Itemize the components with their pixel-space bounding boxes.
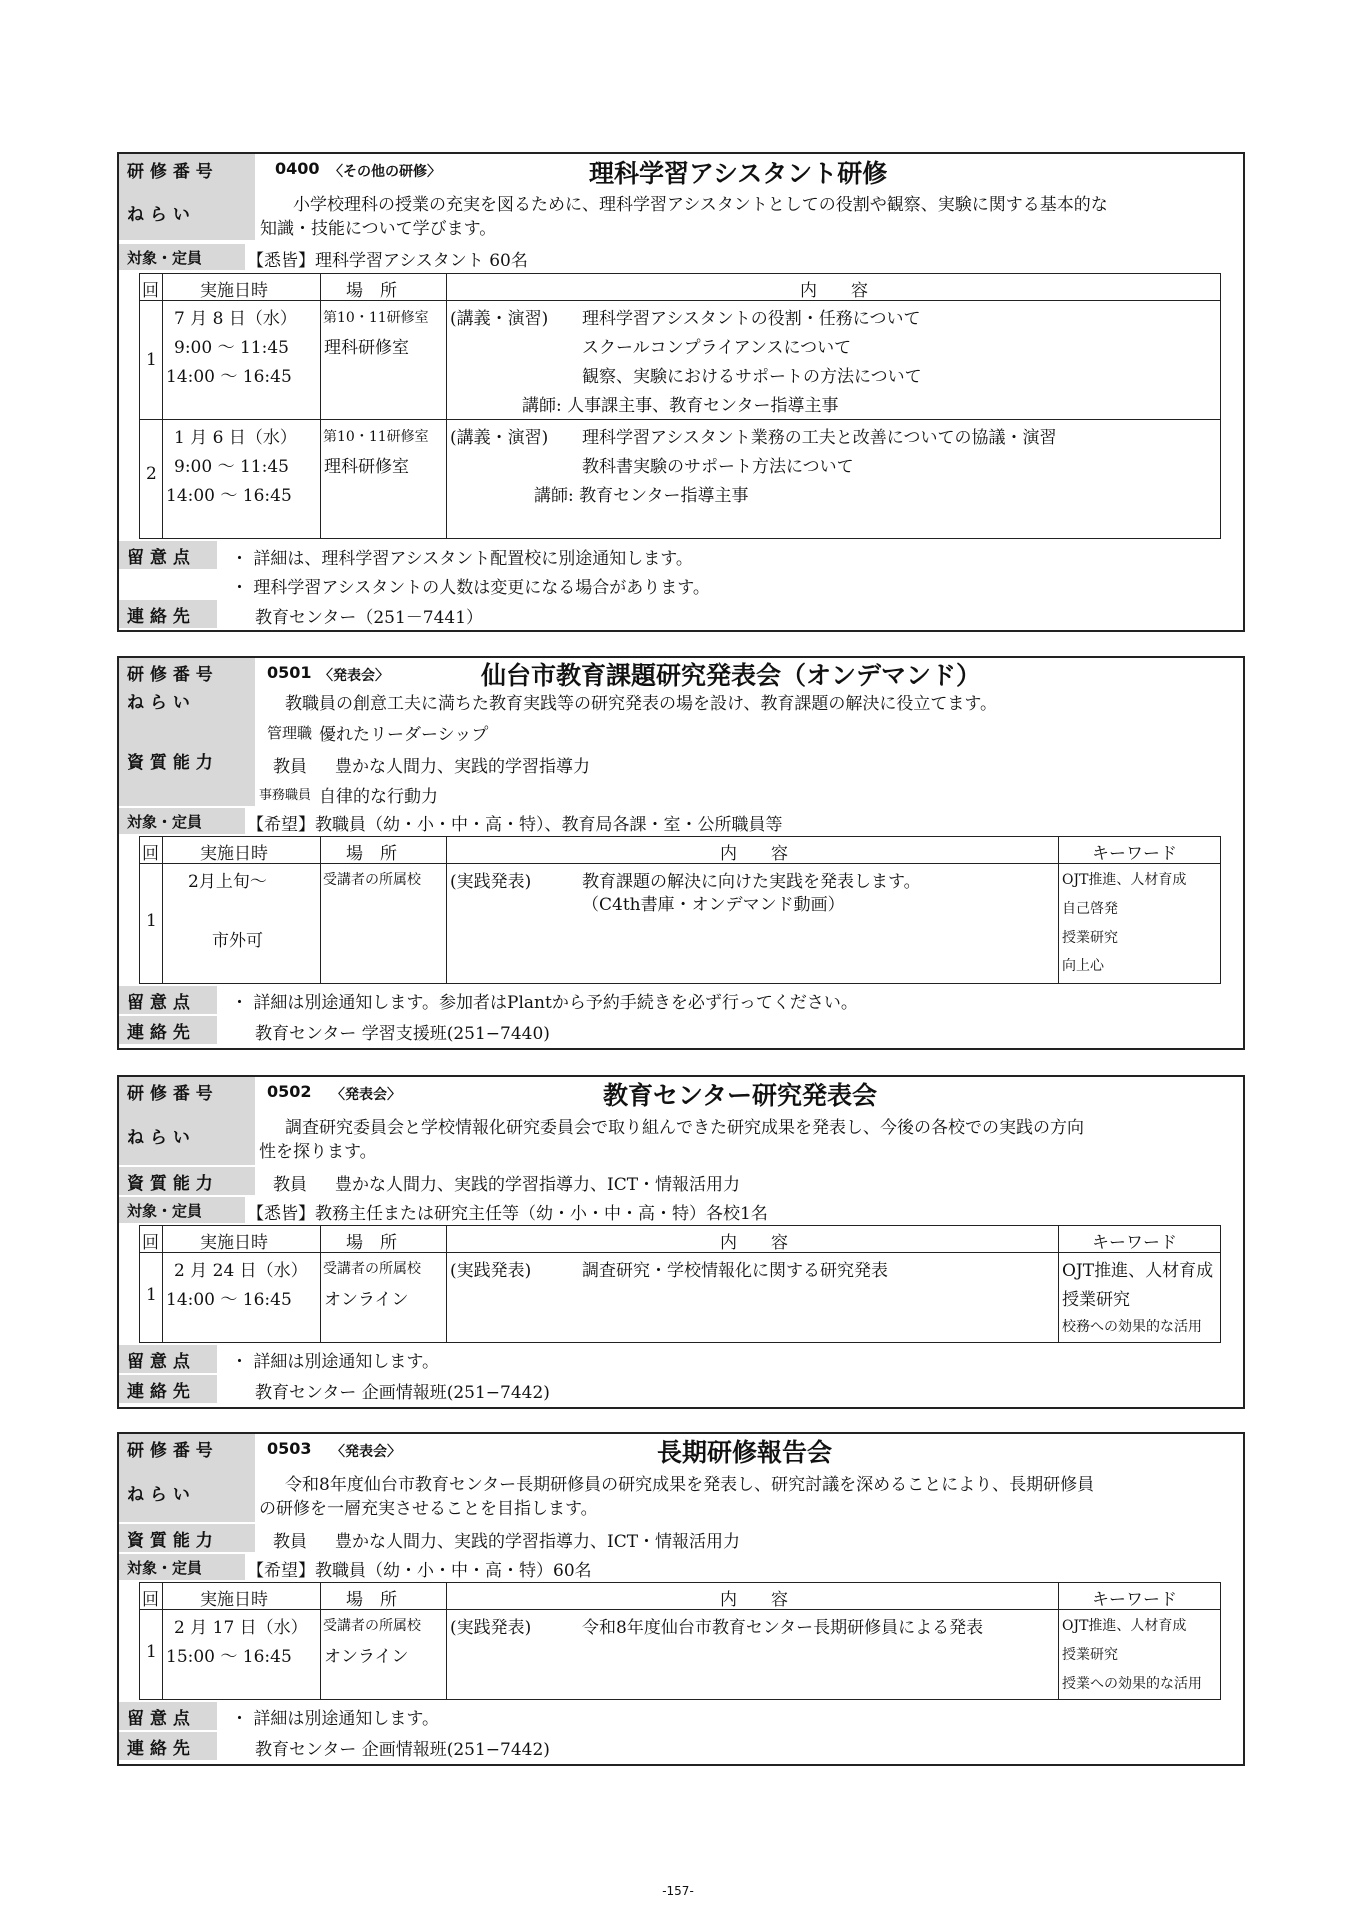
row2-time1: 9:00 ～ 11:45	[174, 457, 289, 477]
row1-date: 2 月 17 日（水）	[174, 1618, 308, 1638]
col-date: 実施日時	[200, 1590, 268, 1610]
quality-role-3: 事務職員	[259, 788, 312, 803]
label-course-number: 研 修 番 号	[119, 1077, 255, 1105]
row2-time2: 14:00 ～ 16:45	[166, 486, 292, 506]
row2-content2: 教科書実験のサポート方法について	[582, 457, 854, 477]
aim-line-1: 令和8年度仙台市教育センター長期研修員の研究成果を発表し、研究討議を深めることにより、長期研修員	[285, 1475, 1095, 1495]
label-notes: 留 意 点	[119, 986, 217, 1014]
quality-text-1: 優れたリーダーシップ	[319, 725, 489, 745]
row2-no: 2	[146, 464, 157, 484]
col-content: 内 容	[720, 844, 788, 864]
aim-line-1: 調査研究委員会と学校情報化研究委員会で取り組んできた研究成果を発表し、今後の各校での実践の方向	[285, 1118, 1084, 1138]
row1-time: 15:00 ～ 16:45	[166, 1647, 292, 1667]
col-keyword: キーワード	[1092, 1590, 1177, 1610]
course-category: 〈発表会〉	[331, 1444, 401, 1460]
course-code: 0400	[275, 159, 320, 178]
col-content: 内 容	[800, 281, 868, 301]
label-notes: 留 意 点	[119, 1702, 217, 1730]
keyword-3: 授業研究	[1062, 930, 1118, 946]
aim-line-2: の研修を一層充実させることを目指します。	[259, 1499, 598, 1519]
col-content: 内 容	[720, 1233, 788, 1253]
col-date: 実施日時	[200, 281, 268, 301]
label-qualities: 資 質 能 力	[119, 714, 255, 806]
label-contact: 連 絡 先	[119, 600, 217, 628]
row2-date: 1 月 6 日（水）	[174, 428, 297, 448]
quality-text: 豊かな人間力、実践的学習指導力、ICT・情報活用力	[335, 1532, 741, 1552]
schedule-table	[139, 273, 1221, 539]
col-date: 実施日時	[200, 844, 268, 864]
course-code: 0501	[267, 663, 312, 682]
row1-content1: 調査研究・学校情報化に関する研究発表	[582, 1261, 888, 1281]
row1-place2: オンライン	[324, 1290, 409, 1310]
schedule-table	[139, 1225, 1221, 1343]
aim-line-1: 小学校理科の授業の充実を図るために、理科学習アシスタントとしての役割や観察、実験に関する基本的な	[293, 195, 1108, 215]
label-target: 対象・定員	[119, 1197, 245, 1223]
row1-content2: スクールコンプライアンスについて	[582, 338, 852, 358]
target-text: 【希望】教職員（幼・小・中・高・特）60名	[247, 1561, 592, 1581]
course-code: 0503	[267, 1439, 312, 1458]
course-category: 〈発表会〉	[331, 1087, 401, 1103]
row1-no: 1	[146, 350, 157, 370]
target-text: 【悉皆】教務主任または研究主任等（幼・小・中・高・特）各校1名	[247, 1204, 768, 1224]
row2-lecturer: 講師: 教育センター指導主事	[534, 486, 749, 506]
label-contact: 連 絡 先	[119, 1375, 217, 1403]
aim-line-2: 性を探ります。	[259, 1142, 377, 1162]
row1-time: 14:00 ～ 16:45	[166, 1290, 292, 1310]
row1-time2: 14:00 ～ 16:45	[166, 367, 292, 387]
quality-text-2: 豊かな人間力、実践的学習指導力	[335, 757, 590, 777]
course-title: 教育センター研究発表会	[603, 1081, 878, 1110]
course-0400	[117, 152, 1245, 632]
row1-type: (実践発表)	[450, 1261, 532, 1281]
label-target: 対象・定員	[119, 1554, 245, 1580]
col-kai: 回	[142, 844, 159, 864]
col-keyword: キーワード	[1092, 1233, 1177, 1253]
row2-type: (講義・演習)	[450, 428, 549, 448]
label-qualities: 資 質 能 力	[119, 1524, 255, 1552]
label-aim: ね ら い	[119, 1105, 255, 1165]
col-kai: 回	[142, 281, 159, 301]
aim: 教職員の創意工夫に満ちた教育実践等の研究発表の場を設け、教育課題の解決に役立てます。	[285, 694, 997, 714]
quality-role: 教員	[273, 1532, 307, 1552]
course-title: 仙台市教育課題研究発表会（オンデマンド）	[481, 661, 982, 690]
col-place: 場 所	[346, 1590, 397, 1610]
label-contact: 連 絡 先	[119, 1732, 217, 1760]
quality-role: 教員	[273, 1175, 307, 1195]
row1-content1: 教育課題の解決に向けた実践を発表します。	[582, 872, 921, 892]
label-contact: 連 絡 先	[119, 1016, 217, 1044]
col-place: 場 所	[346, 281, 397, 301]
row1-no: 1	[146, 911, 157, 931]
row2-place1: 第10・11研修室	[323, 429, 429, 445]
row1-content1: 理科学習アシスタントの役割・任務について	[582, 309, 921, 329]
label-notes: 留 意 点	[119, 1345, 217, 1373]
row1-place2: オンライン	[324, 1647, 409, 1667]
row1-date-note: 市外可	[212, 931, 263, 951]
col-kai: 回	[142, 1233, 159, 1253]
label-qualities: 資 質 能 力	[119, 1167, 255, 1195]
keyword-2: 授業研究	[1062, 1647, 1118, 1663]
course-category: 〈その他の研修〉	[329, 164, 441, 180]
row1-date: 2月上旬～	[188, 872, 267, 892]
note-2: ・ 理科学習アシスタントの人数は変更になる場合があります。	[231, 578, 710, 598]
row1-content1: 令和8年度仙台市教育センター長期研修員による発表	[582, 1618, 984, 1638]
note: ・ 詳細は別途通知します。	[231, 1352, 440, 1372]
row1-date: 2 月 24 日（水）	[174, 1261, 308, 1281]
note: ・ 詳細は別途通知します。	[231, 1709, 440, 1729]
label-aim: ね ら い	[119, 184, 255, 240]
row1-content2: （C4th書庫・オンデマンド動画）	[582, 895, 845, 915]
target-text: 【希望】教職員（幼・小・中・高・特）、教育局各課・室・公所職員等	[247, 815, 783, 835]
keyword-1: OJT推進、人材育成	[1062, 1261, 1214, 1281]
col-place: 場 所	[346, 844, 397, 864]
row1-place1: 受講者の所属校	[323, 1618, 421, 1634]
label-aim: ね ら い	[119, 686, 255, 714]
row2-content1: 理科学習アシスタント業務の工夫と改善についての協議・演習	[582, 428, 1057, 448]
row1-type: (講義・演習)	[450, 309, 549, 329]
row1-place2: 理科研修室	[324, 338, 409, 358]
label-course-number: 研 修 番 号	[119, 1434, 255, 1462]
keyword-3: 校務への効果的な活用	[1062, 1319, 1202, 1335]
row1-type: (実践発表)	[450, 872, 532, 892]
row1-lecturer: 講師: 人事課主事、教育センター指導主事	[522, 396, 839, 416]
keyword-2: 自己啓発	[1062, 901, 1118, 917]
keyword-1: OJT推進、人材育成	[1062, 1618, 1187, 1634]
row1-no: 1	[146, 1285, 157, 1305]
quality-text-3: 自律的な行動力	[319, 787, 438, 807]
schedule-table	[139, 1582, 1221, 1700]
row1-place1: 第10・11研修室	[323, 310, 429, 326]
row1-place1: 受講者の所属校	[323, 1261, 421, 1277]
keyword-1: OJT推進、人材育成	[1062, 872, 1187, 888]
course-0503	[117, 1432, 1245, 1766]
label-aim: ね ら い	[119, 1462, 255, 1522]
label-notes: 留 意 点	[119, 541, 217, 569]
row1-time1: 9:00 ～ 11:45	[174, 338, 289, 358]
row1-no: 1	[146, 1642, 157, 1662]
label-target: 対象・定員	[119, 808, 245, 834]
keyword-3: 授業への効果的な活用	[1062, 1676, 1202, 1692]
contact: 教育センター 企画情報班(251−7442)	[255, 1383, 550, 1403]
col-kai: 回	[142, 1590, 159, 1610]
course-code: 0502	[267, 1082, 312, 1101]
label-course-number: 研 修 番 号	[119, 658, 255, 686]
row1-type: (実践発表)	[450, 1618, 532, 1638]
col-place: 場 所	[346, 1233, 397, 1253]
course-category: 〈発表会〉	[319, 668, 389, 684]
row1-place: 受講者の所属校	[323, 872, 421, 888]
contact: 教育センター 学習支援班(251−7440)	[255, 1024, 550, 1044]
quality-text: 豊かな人間力、実践的学習指導力、ICT・情報活用力	[335, 1175, 741, 1195]
row2-place2: 理科研修室	[324, 457, 409, 477]
contact: 教育センター 企画情報班(251−7442)	[255, 1740, 550, 1760]
page-number: -157-	[662, 1884, 694, 1898]
label-target: 対象・定員	[119, 244, 245, 270]
col-date: 実施日時	[200, 1233, 268, 1253]
schedule-table	[139, 836, 1221, 984]
aim-line-2: 知識・技能について学びます。	[260, 219, 497, 239]
keyword-2: 授業研究	[1062, 1290, 1130, 1310]
target-text: 【悉皆】理科学習アシスタント 60名	[247, 251, 528, 271]
contact: 教育センター（251－7441）	[255, 608, 484, 628]
row1-content3: 観察、実験におけるサポートの方法について	[582, 367, 922, 387]
note: ・ 詳細は別途通知します。参加者はPlantから予約手続きを必ず行ってください。	[231, 993, 858, 1013]
label-course-number: 研 修 番 号	[119, 154, 255, 184]
course-0502	[117, 1075, 1245, 1409]
col-keyword: キーワード	[1092, 844, 1177, 864]
note-1: ・ 詳細は、理科学習アシスタント配置校に別途通知します。	[231, 549, 693, 569]
course-title: 理科学習アシスタント研修	[589, 159, 888, 188]
quality-role-2: 教員	[273, 757, 307, 777]
row1-date: 7 月 8 日（水）	[174, 309, 297, 329]
col-content: 内 容	[720, 1590, 788, 1610]
course-0501	[117, 656, 1245, 1050]
quality-role-1: 管理職	[267, 724, 313, 742]
course-title: 長期研修報告会	[657, 1438, 833, 1467]
keyword-4: 向上心	[1062, 958, 1104, 974]
